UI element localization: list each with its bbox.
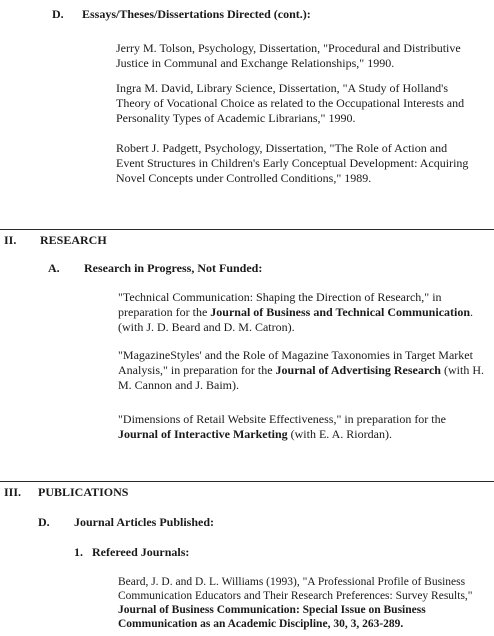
citation-text: Beard, J. D. and D. L. Williams (1993), "A Professional Profile of Business Communication Educators and Their Research Preferences: Survey Results," <box>118 576 473 602</box>
research-item-text-end: (with H. M. Cannon and J. Baim). <box>118 363 484 392</box>
research-item-journal: Journal of Interactive Marketing <box>118 427 288 441</box>
research-item-text: "Technical Communication: Shaping the Direction of Research," in preparation for the <box>118 290 442 319</box>
research-item-text-end: (with E. A. Riordan). <box>287 427 392 441</box>
citation-journal: Journal of Business Communication: Special Issue on Business Communication as an Academic Discipline <box>118 604 426 630</box>
dissertation-entry: Ingra M. David, Library Science, Dissertation, "A Study of Holland's Theory of Vocational Choice as related to the Occupational Interests and Personality Types of Academic Librarians," 1990. <box>116 81 465 125</box>
research-item-text: "MagazineStyles' and the Role of Magazine Taxonomies in Target Market Analysis," in preparation for the <box>118 348 473 377</box>
research-item-journal: Journal of Advertising Research <box>275 363 441 377</box>
dissertation-entry: Robert J. Padgett, Psychology, Dissertation, "The Role of Action and Event Structures in Children's Early Conceptual Development: Acquiring Novel Concepts under Controlled Conditions," 1989. <box>116 141 469 185</box>
section-iii-title: PUBLICATIONS <box>38 485 129 499</box>
section-divider <box>0 229 494 230</box>
research-subsection-heading: Research in Progress, Not Funded: <box>84 261 263 275</box>
research-item <box>118 290 482 335</box>
research-item-journal: Journal of Business and Technical Communication <box>210 305 471 319</box>
research-item-text: "Dimensions of Retail Website Effectiveness," in preparation for the <box>118 412 446 426</box>
section-ii-numeral: II. <box>4 233 17 247</box>
section-d-heading: Essays/Theses/Dissertations Directed (cont.): <box>82 7 311 21</box>
research-subsection-letter: A. <box>48 261 60 275</box>
research-item-text-end: . (with J. D. Beard and D. M. Catron). <box>118 305 474 334</box>
section-d-letter: D. <box>52 7 64 21</box>
refereed-heading: Refereed Journals: <box>92 545 190 559</box>
dissertation-entry: Jerry M. Tolson, Psychology, Dissertation, "Procedural and Distributive Justice in Communal and Exchange Relationships," 1990. <box>116 41 461 70</box>
section-iii-numeral: III. <box>4 485 22 499</box>
research-item <box>118 412 482 442</box>
publications-subsection-letter: D. <box>38 515 50 529</box>
publications-subsection-heading: Journal Articles Published: <box>74 515 215 529</box>
refereed-number: 1. <box>74 545 83 559</box>
section-ii-title: RESEARCH <box>40 233 107 247</box>
citation-volume: , 30, 3, 263-289. <box>327 618 404 630</box>
publication-citation <box>118 575 486 631</box>
research-item <box>118 348 484 393</box>
section-divider <box>0 481 494 482</box>
